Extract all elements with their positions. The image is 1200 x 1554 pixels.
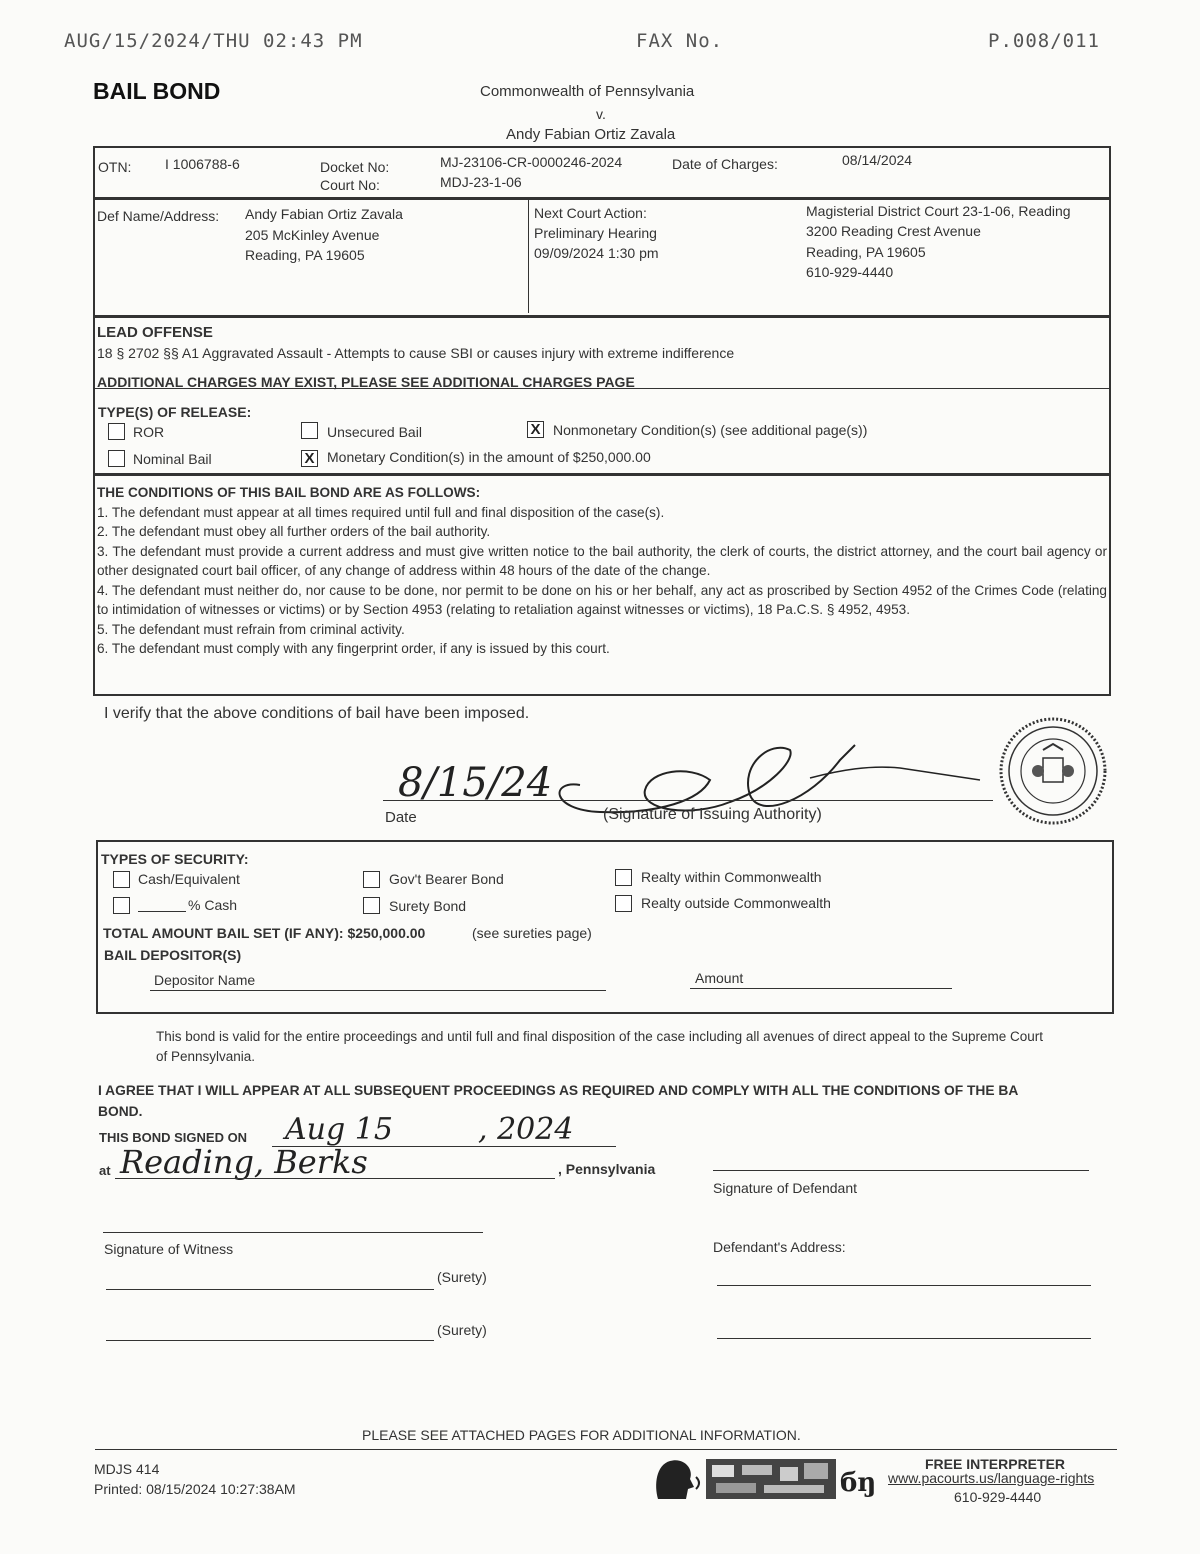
condition-6: 6. The defendant must comply with any fingerprint order, if any is issued by this court. — [97, 641, 610, 656]
realty-outside-checkbox[interactable] — [615, 895, 632, 912]
surety-label-2: (Surety) — [437, 1322, 487, 1338]
def-city: Reading, PA 19605 — [245, 247, 365, 263]
next-court-action-label: Next Court Action: — [534, 205, 647, 221]
depositor-amount-line — [690, 988, 952, 989]
interpreter-language-icon — [652, 1455, 882, 1503]
court-seal-icon — [998, 716, 1108, 826]
caption-versus: v. — [596, 106, 606, 122]
docket-value: MJ-23106-CR-0000246-2024 — [440, 154, 623, 170]
signed-at-label: at — [99, 1163, 111, 1178]
signed-location-line — [115, 1178, 555, 1179]
unsecured-bail-label: Unsecured Bail — [327, 424, 422, 440]
date-of-charges-value: 08/14/2024 — [842, 152, 913, 168]
fax-number-label: FAX No. — [636, 30, 724, 52]
svg-text:бŋ: бŋ — [840, 1468, 877, 1498]
cash-equivalent-label: Cash/Equivalent — [138, 871, 240, 887]
state-label: , Pennsylvania — [558, 1161, 656, 1177]
caption-plaintiff: Commonwealth of Pennsylvania — [480, 83, 695, 100]
nonmonetary-label: Nonmonetary Condition(s) (see additional page(s)) — [553, 422, 868, 438]
surety-label-1: (Surety) — [437, 1269, 487, 1285]
language-rights-link[interactable]: www.pacourts.us/language-rights — [888, 1470, 1095, 1486]
issuing-authority-label: (Signature of Issuing Authority) — [603, 806, 822, 823]
surety-bond-checkbox[interactable] — [363, 897, 380, 914]
conditions-heading: THE CONDITIONS OF THIS BAIL BOND ARE AS FOLLOWS: — [97, 485, 481, 500]
bond-signed-year: , 2024 — [478, 1112, 574, 1147]
court-name: Magisterial District Court 23-1-06, Reading — [806, 203, 1071, 219]
defendant-address-line-1 — [717, 1285, 1091, 1286]
def-street: 205 McKinley Avenue — [245, 227, 380, 243]
unsecured-bail-checkbox[interactable] — [301, 422, 318, 439]
bond-validity-text: This bond is valid for the entire proceedings and until full and final disposition of the case including all avenues of direct appeal to the Supreme Court of Pennsylvania. — [156, 1029, 1044, 1064]
agreement-text-end: BOND. — [98, 1104, 143, 1119]
document-title: BAIL BOND — [93, 78, 221, 104]
total-bail-amount: TOTAL AMOUNT BAIL SET (IF ANY): $250,000.00 — [103, 925, 426, 941]
total-bail-note: (see sureties page) — [472, 925, 592, 941]
conditions-list — [97, 483, 1107, 659]
surety-line-2 — [106, 1340, 434, 1341]
realty-within-label: Realty within Commonwealth — [641, 869, 822, 885]
court-label: Court No: — [320, 177, 380, 193]
footer-rule — [95, 1449, 1117, 1450]
nominal-bail-label: Nominal Bail — [133, 451, 212, 467]
govt-bearer-bond-label: Gov't Bearer Bond — [389, 871, 504, 887]
printed-timestamp: Printed: 08/15/2024 10:27:38AM — [94, 1481, 296, 1497]
ror-checkbox[interactable] — [108, 423, 125, 440]
def-name-label: Def Name/Address: — [97, 208, 220, 224]
agreement-text: I AGREE THAT I WILL APPEAR AT ALL SUBSEQUENT PROCEEDINGS AS REQUIRED AND COMPLY WITH ALL THE CONDITIONS OF THE BA — [98, 1083, 1019, 1098]
bond-signed-date: Aug 15 — [285, 1112, 393, 1147]
next-court-action: Preliminary Hearing — [534, 225, 657, 241]
monetary-checkbox[interactable]: X — [301, 450, 318, 467]
court-phone: 610-929-4440 — [806, 264, 894, 280]
caption-defendant: Andy Fabian Ortiz Zavala — [506, 126, 676, 143]
defendant-address-line-2 — [717, 1338, 1091, 1339]
lead-offense-text: 18 § 2702 §§ A1 Aggravated Assault - Attempts to cause SBI or causes injury with extreme indifference — [97, 345, 735, 361]
security-heading: TYPES OF SECURITY: — [101, 851, 249, 867]
court-city: Reading, PA 19605 — [806, 244, 926, 260]
govt-bearer-bond-checkbox[interactable] — [363, 871, 380, 888]
witness-signature-line — [103, 1232, 483, 1233]
condition-3: 3. The defendant must provide a current address and must give written notice to the bail authority, the clerk of courts, the district attorney, and the court bail agency or other designated court bail officer, of any change of address within 48 hours of the date of the change. — [97, 543, 1107, 578]
defendant-address-label: Defendant's Address: — [713, 1239, 846, 1255]
interpreter-phone: 610-929-4440 — [954, 1489, 1042, 1505]
cash-equivalent-checkbox[interactable] — [113, 871, 130, 888]
condition-2: 2. The defendant must obey all further orders of the bail authority. — [97, 524, 491, 539]
docket-label: Docket No: — [320, 159, 390, 175]
nominal-bail-checkbox[interactable] — [108, 450, 125, 467]
percent-cash-blank — [138, 911, 186, 912]
next-court-date: 09/09/2024 1:30 pm — [534, 245, 659, 261]
surety-bond-label: Surety Bond — [389, 898, 467, 914]
depositor-amount-label: Amount — [695, 970, 744, 986]
monetary-label: Monetary Condition(s) in the amount of $250,000.00 — [327, 449, 651, 465]
offense-divider — [95, 388, 1109, 389]
additional-charges-note: ADDITIONAL CHARGES MAY EXIST, PLEASE SEE ADDITIONAL CHARGES PAGE — [97, 374, 635, 390]
signed-location: Reading, Berks — [120, 1143, 368, 1181]
defendant-signature-line — [713, 1170, 1089, 1171]
date-of-charges-label: Date of Charges: — [672, 156, 778, 172]
bail-depositor-heading: BAIL DEPOSITOR(S) — [104, 947, 242, 963]
court-street: 3200 Reading Crest Avenue — [806, 223, 981, 239]
fax-timestamp: AUG/15/2024/THU 02:43 PM — [64, 30, 363, 52]
witness-signature-label: Signature of Witness — [104, 1241, 234, 1257]
see-attached-note: PLEASE SEE ATTACHED PAGES FOR ADDITIONAL INFORMATION. — [362, 1427, 801, 1443]
release-heading: TYPE(S) OF RELEASE: — [98, 404, 252, 420]
percent-cash-checkbox[interactable] — [113, 897, 130, 914]
lead-offense-heading: LEAD OFFENSE — [97, 324, 213, 341]
depositor-name-line — [150, 990, 606, 991]
percent-cash-label: % Cash — [188, 897, 238, 913]
defendant-divider — [528, 199, 529, 313]
condition-1: 1. The defendant must appear at all times required until full and final disposition of the case(s). — [97, 504, 665, 520]
date-label: Date — [385, 809, 417, 826]
issuing-signature-line — [383, 800, 993, 801]
condition-5: 5. The defendant must refrain from criminal activity. — [97, 621, 405, 637]
defendant-signature-label: Signature of Defendant — [713, 1180, 857, 1196]
free-interpreter-label: FREE INTERPRETER — [925, 1456, 1066, 1472]
def-name: Andy Fabian Ortiz Zavala — [245, 206, 403, 222]
handwritten-date: 8/15/24 — [398, 760, 553, 806]
court-value: MDJ-23-1-06 — [440, 174, 522, 190]
realty-within-checkbox[interactable] — [615, 869, 632, 886]
realty-outside-label: Realty outside Commonwealth — [641, 895, 831, 911]
form-number: MDJS 414 — [94, 1461, 160, 1477]
bond-signed-label: THIS BOND SIGNED ON — [99, 1130, 248, 1145]
otn-label: OTN: — [98, 159, 132, 175]
otn-value: I 1006788-6 — [165, 156, 240, 172]
depositor-name-label: Depositor Name — [154, 972, 256, 988]
fax-page-number: P.008/011 — [988, 30, 1100, 52]
surety-line-1 — [106, 1289, 434, 1290]
ror-label: ROR — [133, 424, 165, 440]
verify-statement: I verify that the above conditions of bail have been imposed. — [104, 705, 530, 722]
nonmonetary-checkbox[interactable]: X — [527, 421, 544, 438]
condition-4: 4. The defendant must neither do, nor cause to be done, nor permit to be done on his or her behalf, any act as proscribed by Section 4952 of the Crimes Code (relating to intimidation of witnesses or victims) or by Section 4953 (relating to retaliation against witnesses or victims), 18 Pa.C.S. § 4952, 4953. — [97, 582, 1107, 617]
